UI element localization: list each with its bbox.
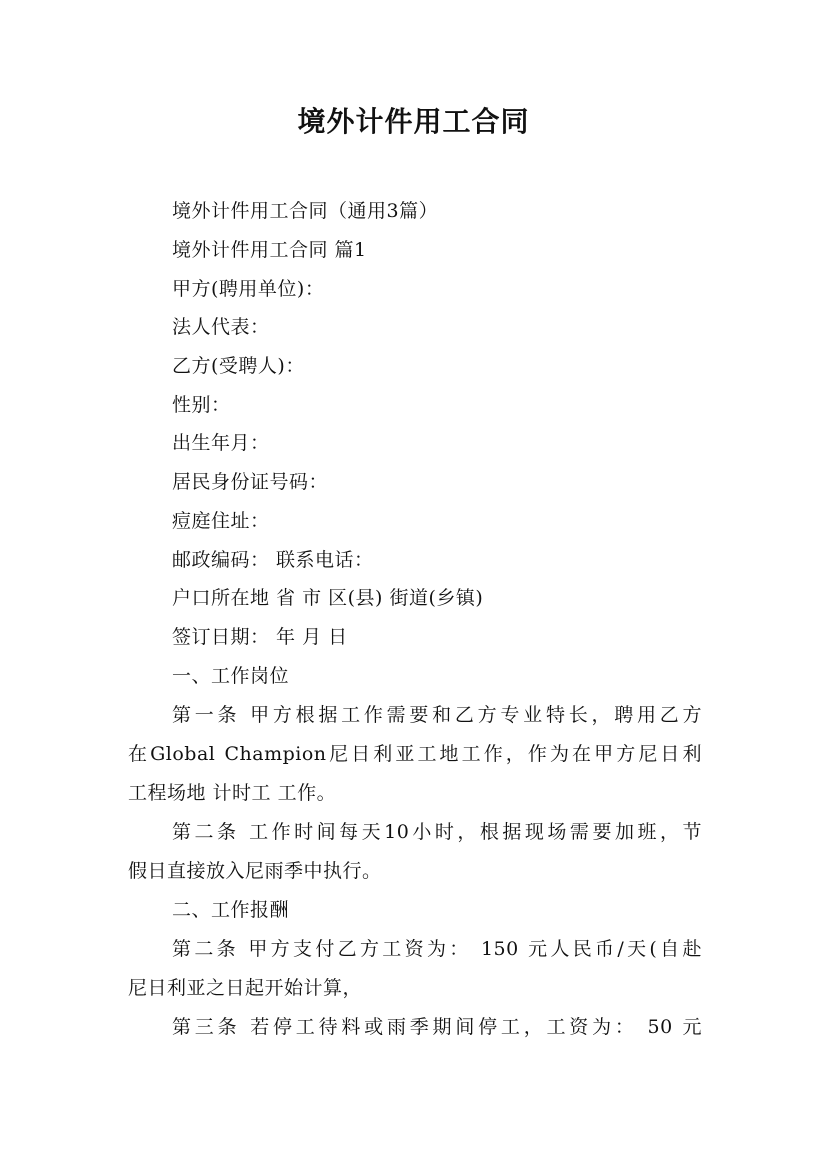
- field-id-number: 居民身份证号码：: [172, 471, 329, 493]
- section-heading-pay: 二、工作报酬: [172, 899, 290, 921]
- article-line: 在Global Champion尼日利亚工地工作，作为在甲方尼日利: [128, 743, 702, 765]
- field-party-a: 甲方(聘用单位)：: [172, 278, 325, 300]
- field-household-registration: 户口所在地 省 市 区(县) 街道(乡镇): [172, 587, 484, 609]
- article-line: 第三条 若停工待料或雨季期间停工，工资为： 50 元: [172, 1016, 702, 1038]
- field-gender: 性别：: [172, 394, 231, 416]
- section-heading: 境外计件用工合同 篇1: [172, 239, 367, 261]
- article-line: 第二条 甲方支付乙方工资为： 150 元人民币/天(自赴: [172, 938, 702, 960]
- article-line: 尼日利亚之日起开始计算，: [128, 977, 363, 999]
- field-legal-representative: 法人代表：: [172, 316, 270, 338]
- field-birth-date: 出生年月：: [172, 432, 270, 454]
- article-line: 工程场地 计时工 工作。: [128, 782, 337, 804]
- section-heading-position: 一、工作岗位: [172, 665, 290, 687]
- field-party-b: 乙方(受聘人)：: [172, 355, 305, 377]
- article-line: 第二条 工作时间每天10小时，根据现场需要加班，节: [172, 821, 702, 843]
- subtitle-line: 境外计件用工合同（通用3篇）: [172, 200, 439, 222]
- article-line: 假日直接放入尼雨季中执行。: [128, 860, 382, 882]
- field-postal-phone: 邮政编码： 联系电话：: [172, 549, 374, 571]
- field-home-address: 痘庭住址：: [172, 510, 270, 532]
- article-line: 第一条 甲方根据工作需要和乙方专业特长，聘用乙方: [172, 704, 702, 726]
- field-signing-date: 签订日期： 年 月 日: [172, 626, 348, 648]
- document-title: 境外计件用工合同: [297, 105, 530, 138]
